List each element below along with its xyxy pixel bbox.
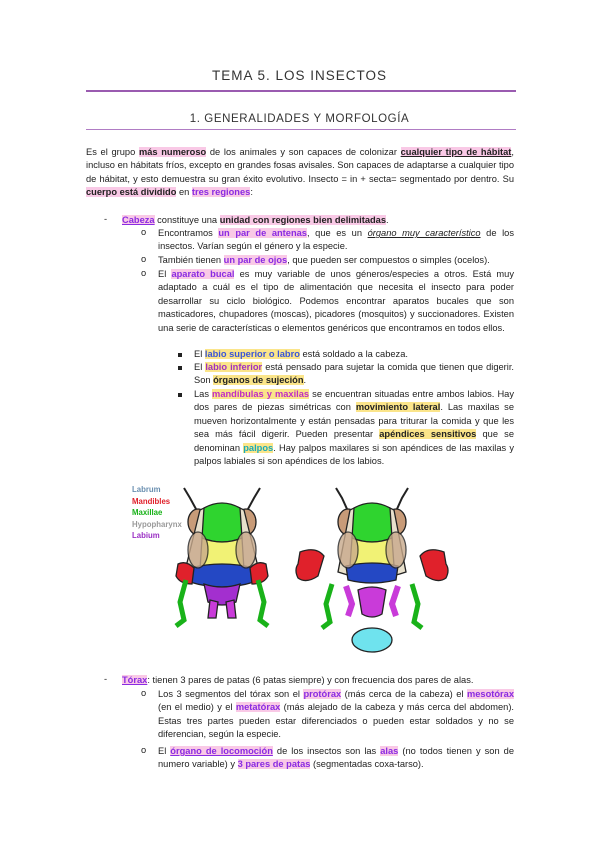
dash-bullet: - [104,214,108,224]
item-text: También tienen [158,255,224,265]
highlight-unidad: unidad con regiones bien delimitadas [219,215,387,225]
segmentos-item [158,688,514,742]
highlight-tres-regiones: tres regiones [191,187,251,198]
torax-label: Tórax [122,675,148,685]
cabeza-text: . [386,215,389,225]
cabeza-heading [122,214,514,227]
highlight-patas: 3 pares de patas [237,759,311,770]
legend-labium: Labium [132,531,160,541]
legend-maxillae: Maxillae [132,508,163,518]
square-bullet [178,353,182,357]
circle-bullet: o [141,268,147,278]
underline-organo: órgano muy característico [367,228,481,238]
highlight-labro: labio superior o labro [204,349,300,359]
assembled-head [176,488,268,626]
item-text: , que pueden ser compuestos o simples (ocelos). [287,255,490,265]
highlight-antenas: un par de antenas [218,228,307,238]
highlight-apendices: apéndices sensitivos [379,429,477,440]
item-text: . [303,375,307,386]
page-title: TEMA 5. LOS INSECTOS [211,68,388,83]
item-text: (no todos tienen y son de numero variable) y [158,746,514,770]
intro-text: en [176,187,192,198]
circle-bullet: o [141,688,147,698]
highlight-labio-inferior: labio inferior [205,362,263,372]
highlight-mandibulas: mandíbulas y maxilas [212,389,310,399]
dash-bullet: - [104,674,108,684]
highlight-habitat: cualquier tipo de hábitat [400,147,512,157]
highlight-aparato-bucal: aparato bucal [171,269,235,279]
intro-paragraph [86,146,514,200]
item-text: de los insectos. Varían según el género y la especie. [158,228,514,252]
item-text: que se denominan [194,429,514,453]
highlight-protorax: protórax [303,689,342,699]
labio-inferior-item [194,361,514,388]
intro-text: de los animales y son capaces de colonizar [206,147,401,157]
highlight-alas: alas [380,746,399,756]
title-divider [86,90,516,92]
highlight-cuerpo-dividido: cuerpo está dividido [86,187,177,198]
item-text: (más alejado de la cabeza y más cerca del abdomen). Estas tres partes pueden estar diferenciados o pueden estar soldados y no se diferencian, según la especie. [158,702,515,740]
circle-bullet: o [141,254,147,264]
antenas-item [158,227,514,254]
torax-heading [122,674,514,687]
intro-text: : [250,187,253,198]
item-text: Los 3 segmentos del tórax son el [158,689,304,699]
item-text: se encuentran situadas entre ambos labios. Hay dos pares de piezas simétricas con [194,389,514,413]
section-title: 1. GENERALIDADES Y MORFOLOGÍA [189,113,410,125]
legend-labrum: Labrum [132,485,161,494]
square-bullet [178,393,182,397]
locomocion-item [158,745,514,772]
legend-hypopharynx: Hypopharynx [132,519,182,529]
item-text: está pensado para sujetar la comida que tienen que digerir. Son [194,362,514,386]
item-text: . Las maxilas se mueven horizontalmente y están pensadas para triturar la comida y que les sea más fácil digerir. Pueden presentar [194,402,514,440]
item-text: El [194,349,205,359]
item-text: es muy variable de unos géneros/especies a otros. Está muy adaptado a cuál es el tipo de alimentación que necesita el insecto para poder desarrollar su ciclo biológico. Podemos encontrar aparatos bucales que son masticadores, chupadores (moscas), picadores (mosquitos) y succionadores. Existen una serie de características o elementos genéricos que encontramos en todos ellos. [158,269,514,333]
legend-mandibles: Mandibles [132,496,171,506]
intro-text: Es el grupo [86,147,139,157]
item-text: (más cerca de la cabeza) el [341,689,467,699]
ojos-item [158,254,514,267]
item-text: El [158,269,172,279]
labro-item [194,348,514,361]
circle-bullet: o [141,745,147,755]
aparato-bucal-item [158,268,514,335]
mandibulas-item [194,388,514,468]
intro-text: , incluso en hábitats fríos, excepto en grandes fosas avisales. Son capaces de adaptarse a cualquier tipo de hábitat, y esto demuestra su gran éxito evolutivo. Insecto = in + secta= segmentado por dentro. Su [86,147,514,184]
item-text: , que es un [306,228,368,238]
item-text: El [194,362,206,372]
item-text: de los insectos son las [272,746,381,756]
insect-mouthparts-illustration [120,480,480,670]
highlight-organos-sujecion: órganos de sujeción [213,375,304,386]
circle-bullet: o [141,227,147,237]
highlight-ojos: un par de ojos [223,255,288,265]
highlight-palpos: palpos [243,442,274,453]
item-text: . Hay palpos maxilares si son apéndices de las maxilas y palpos labiales si son apéndices de los labios. [194,442,514,467]
highlight-organo-locomocion: órgano de locomoción [170,746,273,756]
item-text: (en el medio) y el [158,702,236,713]
item-text: Las [194,389,213,399]
highlight-metatorax: metatórax [235,702,281,713]
item-text: Encontramos [158,228,219,238]
item-text: (segmentadas coxa-tarso). [310,759,424,770]
cabeza-text: constituye una [154,215,220,225]
section-divider [86,129,516,130]
square-bullet [178,366,182,370]
exploded-head [296,488,448,652]
cabeza-label: Cabeza [122,215,155,225]
highlight-mas-numeroso: más numeroso [138,147,207,157]
highlight-mesotorax: mesotórax [466,689,514,699]
torax-text: : tienen 3 pares de patas (6 patas siempre) y con frecuencia dos pares de alas. [147,675,474,685]
item-text: El [158,746,171,756]
highlight-movimiento-lateral: movimiento lateral [355,402,441,413]
item-text: está soldado a la cabeza. [299,349,408,359]
